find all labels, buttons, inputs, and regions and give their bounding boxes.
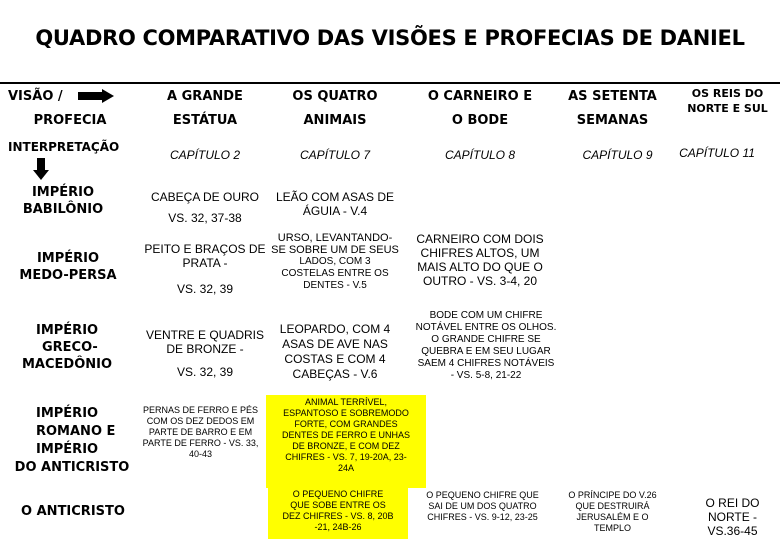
row-label-line: GRECO- — [42, 340, 98, 355]
cell-line: ANIMAL TERRÍVEL, — [304, 397, 388, 407]
cell-line: NORTE - — [707, 510, 758, 524]
row-label-line: BABILÔNIO — [22, 202, 104, 217]
cell-line: URSO, LEVANTANDO- — [277, 232, 393, 244]
cell-line: QUE SOBE ENTRE OS — [290, 500, 386, 510]
estatua-medopersa-ref: VS. 32, 39 — [176, 282, 234, 296]
header-carneiro-1: O CARNEIRO E — [427, 89, 533, 104]
row-label-line: ROMANO E — [36, 424, 116, 439]
row-label-line: IMPÉRIO — [36, 323, 99, 338]
row-label-line: IMPÉRIO — [31, 185, 95, 200]
reis-anticristo — [690, 496, 775, 538]
cell-line: LADOS, COM 3 — [299, 256, 371, 267]
cell-line: QUE DESTRUIRÁ — [575, 501, 650, 511]
cell-line: 24A — [337, 463, 354, 473]
cell-line: PERNAS DE FERRO E PÉS — [142, 405, 259, 415]
cell-line: DE BRONZE, E COM DEZ — [292, 441, 400, 451]
cell-line: PEITO E BRAÇOS DE — [144, 242, 266, 256]
cell-line: LEOPARDO, COM 4 — [279, 322, 391, 336]
cell-line: 40-43 — [188, 449, 213, 459]
row-label-grecomacedonio — [8, 322, 148, 373]
cell-line: PARTE DE FERRO - VS. 33, — [142, 438, 259, 448]
cell-line: ÁGUIA - V.4 — [302, 204, 368, 218]
row-label-line: MACEDÔNIO — [22, 357, 113, 372]
header-animais-1: OS QUATRO — [292, 89, 378, 104]
capitulo-11: CAPÍTULO 11 — [679, 146, 755, 160]
carneiro-medopersa — [405, 232, 555, 288]
estatua-babilonio-ref: VS. 32, 37-38 — [168, 211, 242, 225]
animais-grecomacedonio — [270, 322, 400, 382]
cell-line: BODE COM UM CHIFRE — [429, 310, 543, 321]
capitulo-2: CAPÍTULO 2 — [169, 148, 241, 162]
estatua-grecomacedonio-ref: VS. 32, 39 — [176, 365, 234, 379]
cell-line: COSTELAS ENTRE OS — [281, 268, 389, 279]
cell-line: VS.36-45 — [707, 524, 758, 538]
cell-line: FORTE, COM GRANDES — [294, 419, 398, 429]
cell-line: SE SOBRE UM DE SEUS — [271, 244, 399, 256]
cell-line: JERUSALÉM E O — [576, 512, 649, 522]
cell-line: - VS. 5-8, 21-22 — [450, 370, 522, 381]
row-label-line: MEDO-PERSA — [19, 268, 117, 283]
row-label-line: IMPÉRIO — [36, 251, 100, 266]
cell-line: MAIS ALTO DO QUE O — [417, 260, 543, 274]
header-animais-2: ANIMAIS — [303, 113, 367, 128]
carneiro-anticristo — [410, 490, 555, 523]
header-profecia: PROFECIA — [33, 113, 107, 128]
row-label-anticristo: O ANTICRISTO — [21, 504, 125, 519]
cell-line: QUEBRA E EM SEU LUGAR — [421, 346, 551, 357]
row-label-line: DO ANTICRISTO — [14, 460, 130, 475]
interpretacao-label: INTERPRETAÇÃO — [8, 140, 120, 154]
animais-romano — [266, 395, 426, 488]
row-label-line: IMPÉRIO — [36, 406, 99, 421]
cell-line: OUTRO - VS. 3-4, 20 — [422, 274, 538, 288]
cell-line: O PEQUENO CHIFRE QUE — [426, 490, 539, 500]
cell-line: DE BRONZE - — [166, 342, 244, 356]
cell-line: ASAS DE AVE NAS — [282, 337, 388, 351]
title-divider — [0, 82, 780, 84]
row-label-medopersa — [8, 250, 128, 284]
bode-grecomacedonio — [402, 310, 570, 382]
header-estatua-1: A GRANDE — [167, 89, 243, 104]
cell-line: CHIFRES - VS. 7, 19-20A, 23- — [285, 452, 407, 462]
animais-medopersa — [268, 232, 402, 292]
cell-line: O REI DO — [705, 496, 760, 510]
estatua-medopersa — [140, 242, 270, 270]
cell-line: LEÃO COM ASAS DE — [275, 190, 395, 204]
cell-line: VENTRE E QUADRIS — [145, 328, 265, 342]
cell-line: SAI DE UM DOS QUATRO — [428, 501, 537, 511]
estatua-romano — [133, 405, 268, 460]
header-semanas-2: SEMANAS — [576, 113, 649, 128]
cell-line: -21, 24B-26 — [314, 522, 362, 532]
cell-line: DENTES DE FERRO E UNHAS — [281, 430, 411, 440]
cell-line: ESPANTOSO E SOBREMODO — [283, 408, 409, 418]
capitulo-7: CAPÍTULO 7 — [299, 148, 371, 162]
estatua-grecomacedonio — [140, 328, 270, 356]
cell-line: PARTE DE BARRO E EM — [148, 427, 253, 437]
arrow-right-icon — [78, 89, 114, 103]
cell-line: CABEÇAS - V.6 — [292, 367, 378, 381]
cell-line: O PEQUENO CHIFRE — [292, 489, 384, 499]
cell-line: COSTAS E COM 4 — [284, 352, 386, 366]
animais-babilonio — [270, 190, 400, 218]
semanas-anticristo — [555, 490, 670, 534]
cell-line: DENTES - V.5 — [303, 280, 367, 291]
arrow-down-icon — [33, 158, 49, 180]
animais-anticristo — [268, 487, 408, 539]
header-semanas-1: AS SETENTA — [568, 89, 657, 104]
header-visao: VISÃO / — [8, 89, 63, 104]
cell-line: O PRÍNCIPE DO V.26 — [568, 490, 657, 500]
cell-line: CHIFRES ALTOS, UM — [420, 246, 540, 260]
cell-line: CARNEIRO COM DOIS — [416, 232, 544, 246]
capitulo-9: CAPÍTULO 9 — [582, 148, 653, 162]
cell-line: PRATA - — [182, 256, 228, 270]
estatua-babilonio: CABEÇA DE OURO — [150, 190, 260, 204]
cell-line: TEMPLO — [593, 523, 631, 533]
row-label-romano — [4, 405, 140, 477]
header-estatua-2: ESTÁTUA — [172, 113, 238, 128]
cell-line: DEZ CHIFRES - VS. 8, 20B — [282, 511, 394, 521]
capitulo-8: CAPÍTULO 8 — [444, 148, 516, 162]
cell-line: SAEM 4 CHIFRES NOTÁVEIS — [417, 358, 555, 369]
cell-line: COM OS DEZ DEDOS EM — [146, 416, 255, 426]
cell-line: CHIFRES - VS. 9-12, 23-25 — [427, 512, 538, 522]
header-reis-2: NORTE E SUL — [687, 102, 768, 115]
header-reis-1: OS REIS DO — [691, 87, 764, 100]
page-title: QUADRO COMPARATIVO DAS VISÕES E PROFECIAS DE DANIEL — [35, 26, 745, 50]
cell-line: NOTÁVEL ENTRE OS OLHOS. — [415, 322, 557, 333]
header-carneiro-2: O BODE — [451, 113, 509, 128]
row-label-line: IMPÉRIO — [36, 442, 99, 457]
cell-line: O GRANDE CHIFRE SE — [431, 334, 541, 345]
row-label-babilonio — [8, 184, 118, 218]
